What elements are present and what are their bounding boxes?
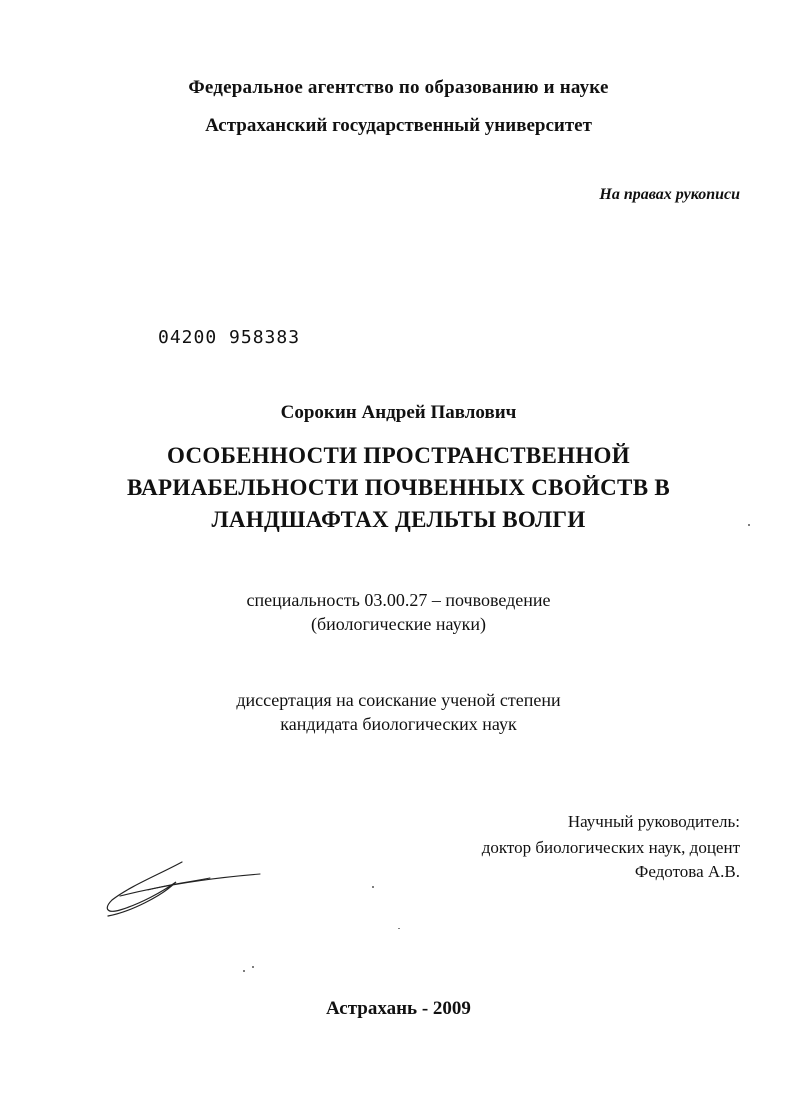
author-name: Сорокин Андрей Павлович <box>280 402 517 423</box>
specialty-line: специальность 03.00.27 – почвоведение <box>246 590 551 610</box>
scan-speck <box>748 524 750 526</box>
science-field: (биологические науки) <box>311 614 486 634</box>
supervisor-degree: доктор биологических наук, доцент <box>481 838 740 857</box>
agency-name: Федеральное агентство по образованию и науке <box>188 77 609 98</box>
scan-speck <box>252 966 254 968</box>
catalog-number: 04200 958383 <box>158 327 301 348</box>
title-line-3: ЛАНДШАФТАХ ДЕЛЬТЫ ВОЛГИ <box>211 507 586 532</box>
handwritten-signature <box>100 856 270 926</box>
title-line-1: ОСОБЕННОСТИ ПРОСТРАНСТВЕННОЙ <box>167 443 630 468</box>
scan-speck <box>398 928 400 929</box>
city-year: Астрахань - 2009 <box>326 998 471 1019</box>
supervisor-label: Научный руководитель: <box>567 812 740 831</box>
scan-speck <box>372 886 374 888</box>
scan-speck <box>243 970 245 972</box>
supervisor-name: Федотова А.В. <box>634 862 740 881</box>
rights-note: На правах рукописи <box>599 186 740 203</box>
title-line-2: ВАРИАБЕЛЬНОСТИ ПОЧВЕННЫХ СВОЙСТВ В <box>126 475 671 500</box>
dissertation-line: диссертация на соискание ученой степени <box>236 690 561 710</box>
university-name: Астраханский государственный университет <box>205 115 592 136</box>
degree-line: кандидата биологических наук <box>280 714 517 734</box>
